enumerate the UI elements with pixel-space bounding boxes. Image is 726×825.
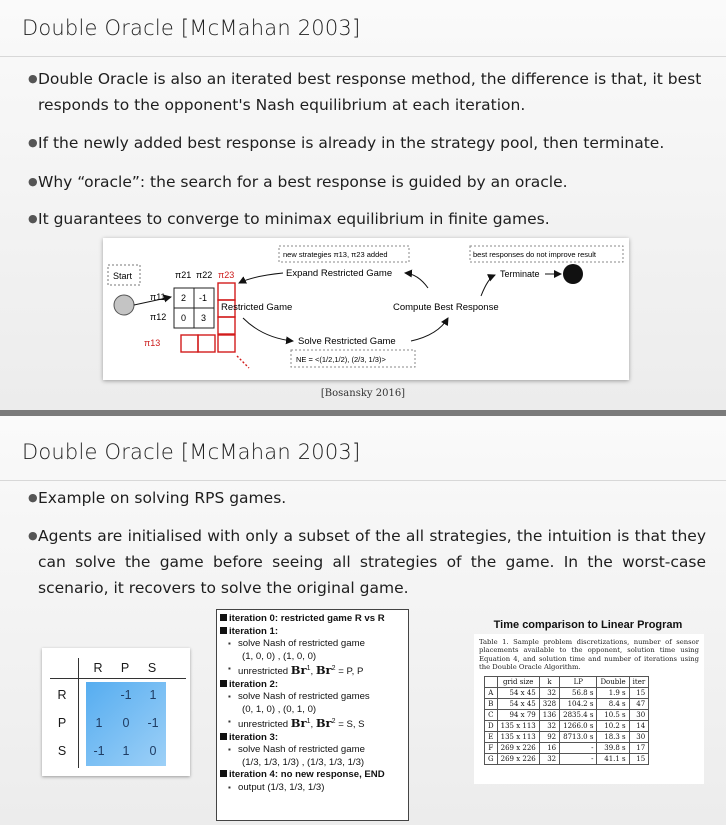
superscript: 1	[306, 718, 311, 726]
table-cell: 41.1 s	[597, 753, 629, 764]
note-noimprove: best responses do not improve result	[473, 250, 596, 259]
table-cell: D	[485, 720, 498, 731]
unrestricted-label: unrestricted	[238, 666, 289, 678]
table-cell: 269 x 226	[497, 753, 539, 764]
bullet-item	[28, 130, 706, 156]
row-header: R	[57, 688, 67, 702]
table-cell: 39.8 s	[597, 742, 629, 753]
superscript: 2	[331, 718, 336, 726]
new-strategy-cell	[218, 317, 235, 334]
table-cell: 2835.4 s	[560, 709, 597, 720]
table-cell: 1.9 s	[597, 687, 629, 698]
bullet-item	[28, 66, 706, 118]
bullet-item	[28, 485, 706, 511]
terminate-label: Terminate	[500, 269, 540, 279]
table-cell: 92	[539, 731, 559, 742]
bullet-text: Double Oracle is also an iterated best response method, the difference is that, it best responds to the opponent's Nash equilibrium at each iteration.	[38, 70, 702, 114]
table-cell: A	[485, 687, 498, 698]
best-response-symbol: Br	[315, 716, 332, 731]
table-row	[485, 698, 649, 709]
matrix-divider	[50, 678, 186, 679]
table-cell: 328	[539, 698, 559, 709]
iteration-trace-box	[216, 609, 409, 821]
matrix-value: 0	[181, 313, 187, 323]
iteration-step: ▪ output (1/3, 1/3, 1/3)	[220, 782, 405, 795]
table-cell: 8.4 s	[597, 698, 629, 709]
expand-arrow	[239, 273, 283, 283]
bullet-icon: ●	[28, 212, 38, 225]
new-strategy-cell	[181, 335, 198, 352]
col-header: R	[93, 661, 103, 675]
table-cell: 54 x 45	[497, 698, 539, 709]
rps-payoff-matrix	[42, 648, 190, 776]
best-response-symbol: Br	[290, 663, 307, 678]
best-response-symbol: Br	[315, 663, 332, 678]
superscript: 1	[306, 665, 311, 672]
compute-label: Compute Best Response	[393, 302, 499, 313]
table-header: iter	[629, 676, 649, 687]
matrix-cell: 0	[149, 744, 157, 758]
matrix-value: -1	[199, 293, 208, 303]
row-header: π12	[150, 312, 167, 322]
table-header: Double	[597, 676, 629, 687]
double-oracle-diagram	[103, 238, 629, 380]
superscript: 2	[331, 665, 336, 672]
table-cell: 18.3 s	[597, 731, 629, 742]
slide-1	[0, 0, 726, 410]
matrix-cell: -1	[93, 744, 105, 758]
time-comparison-table	[484, 676, 649, 765]
new-strategy-cell	[198, 335, 215, 352]
table-header: LP	[560, 676, 597, 687]
new-row-header: π13	[144, 338, 161, 348]
table-cell: 15	[629, 753, 649, 764]
table-header: grid size	[497, 676, 539, 687]
iteration-heading: iteration 4: no new response, END	[220, 769, 405, 782]
table-cell: F	[485, 742, 498, 753]
matrix-value: 3	[201, 313, 207, 323]
bullet-text: If the newly added best response is already in the strategy pool, then terminate.	[38, 134, 665, 152]
table-cell: 15	[629, 687, 649, 698]
table-row	[485, 731, 649, 742]
iteration-step: ▪ unrestricted Br$^1$, Br$^2$ = S, S	[220, 716, 405, 732]
table-cell: 14	[629, 720, 649, 731]
expand-label: Expand Restricted Game	[286, 268, 393, 279]
bullet-icon: ●	[28, 175, 38, 188]
matrix-cell: -1	[147, 716, 159, 730]
table-cell: 56.8 s	[560, 687, 597, 698]
bullet-icon: ●	[28, 491, 38, 504]
new-col-header: π23	[218, 270, 235, 280]
bullet-item	[28, 523, 706, 601]
table-cell: E	[485, 731, 498, 742]
iteration-step: ▪ solve Nash of restricted games	[220, 691, 405, 704]
matrix-cell: 0	[122, 716, 130, 730]
time-comparison-title: Time comparison to Linear Program	[493, 619, 683, 631]
new-strategy-cell	[218, 335, 235, 352]
table-cell: 1266.0 s	[560, 720, 597, 731]
row-header: P	[57, 716, 67, 730]
table-cell: 135 x 113	[497, 731, 539, 742]
table-header	[485, 676, 498, 687]
note-added: new strategies π13, π23 added	[283, 250, 388, 259]
table-cell: 10.2 s	[597, 720, 629, 731]
bullet-icon: ●	[28, 136, 38, 149]
iteration-value: (1, 0, 0) , (1, 0, 0)	[242, 650, 317, 662]
col-header: P	[120, 661, 130, 675]
best-response-result: = S, S	[338, 719, 365, 731]
table-row	[485, 709, 649, 720]
bullet-text: Example on solving RPS games.	[38, 489, 287, 507]
table-cell: 32	[539, 687, 559, 698]
row-header: π11	[150, 292, 166, 302]
table-cell: 17	[629, 742, 649, 753]
iteration-heading: iteration 0: restricted game R vs R	[220, 613, 405, 626]
table-cell: 269 x 226	[497, 742, 539, 753]
table-cell: 32	[539, 720, 559, 731]
unrestricted-label: unrestricted	[238, 719, 289, 731]
iteration-step: ▪ unrestricted Br$^1$, Br$^2$ = P, P	[220, 663, 405, 679]
table-row	[485, 753, 649, 764]
best-response-result: = P, P	[338, 666, 364, 678]
solve-arrow	[411, 318, 448, 341]
solve-label: Solve Restricted Game	[298, 336, 396, 347]
table-cell: B	[485, 698, 498, 709]
title-divider	[0, 56, 726, 57]
table-cell: 16	[539, 742, 559, 753]
expand-arrow	[405, 273, 428, 288]
table-cell: C	[485, 709, 498, 720]
iteration-step: ▪ solve Nash of restricted game	[220, 744, 405, 757]
col-header: π21	[175, 270, 192, 280]
bullet-item	[28, 206, 706, 232]
time-comparison-panel	[474, 634, 704, 784]
table-cell: 8713.0 s	[560, 731, 597, 742]
table-header: k	[539, 676, 559, 687]
matrix-divider	[78, 658, 79, 768]
matrix-cell: 1	[95, 716, 103, 730]
bullet-item	[28, 169, 706, 195]
note-ne: NE = <(1/2,1/2), (2/3, 1/3)>	[296, 355, 386, 364]
title-divider	[0, 480, 726, 481]
matrix-cell: 1	[149, 688, 157, 702]
new-strategy-cell	[218, 283, 235, 300]
matrix-value: 2	[181, 293, 187, 303]
table-row	[485, 720, 649, 731]
table-cell: 30	[629, 709, 649, 720]
slide-2	[0, 416, 726, 825]
table-description: Table 1. Sample problem discretizations, number of sensor placements available to the opponent, solution time using Equation 4, and solution time and number of iterations using the Double Oracle Algorithm.	[479, 638, 699, 672]
table-cell: 104.2 s	[560, 698, 597, 709]
table-cell: 94 x 79	[497, 709, 539, 720]
bullet-text: Why “oracle”: the search for a best response is guided by an oracle.	[38, 173, 568, 191]
continuation-dots	[237, 356, 249, 368]
bullet-icon: ●	[28, 529, 38, 542]
col-header: π22	[196, 270, 213, 280]
iteration-heading: iteration 2:	[220, 679, 405, 692]
terminate-arrow	[481, 275, 495, 296]
col-header: S	[147, 661, 157, 675]
table-cell: 10.5 s	[597, 709, 629, 720]
slide-title: Double Oracle [McMahan 2003]	[22, 16, 361, 40]
table-row	[485, 742, 649, 753]
end-node	[563, 264, 583, 284]
bullet-text: It guarantees to converge to minimax equilibrium in finite games.	[38, 210, 550, 228]
matrix-cell: -1	[120, 688, 132, 702]
best-response-symbol: Br	[290, 716, 307, 731]
table-cell: -	[560, 753, 597, 764]
slide-title: Double Oracle [McMahan 2003]	[22, 440, 361, 464]
iteration-value: (1/3, 1/3, 1/3) , (1/3, 1/3, 1/3)	[242, 756, 365, 768]
iteration-heading: iteration 1:	[220, 626, 405, 639]
row-header: S	[57, 744, 67, 758]
table-cell: 135 x 113	[497, 720, 539, 731]
table-cell: 136	[539, 709, 559, 720]
table-row	[485, 687, 649, 698]
figure-caption: [Bosansky 2016]	[320, 388, 406, 399]
table-header-row	[485, 676, 649, 687]
table-cell: 54 x 45	[497, 687, 539, 698]
bullet-text: Agents are initialised with only a subset of the all strategies, the intuition is that they can solve the game before seeing all strategies of the game. In the worst-case scenario, it recovers to solve the original game.	[38, 527, 706, 597]
iteration-heading: iteration 3:	[220, 732, 405, 745]
start-node	[114, 295, 134, 315]
start-label: Start	[113, 271, 133, 281]
bullet-icon: ●	[28, 72, 38, 85]
table-cell: -	[560, 742, 597, 753]
table-cell: G	[485, 753, 498, 764]
table-cell: 47	[629, 698, 649, 709]
restricted-game-label: Restricted Game	[221, 302, 293, 313]
matrix-cell: 1	[122, 744, 130, 758]
solve-arrow	[243, 318, 293, 341]
table-cell: 32	[539, 753, 559, 764]
iteration-value: (0, 1, 0) , (0, 1, 0)	[242, 703, 317, 715]
iteration-step: ▪ solve Nash of restricted game	[220, 638, 405, 651]
table-cell: 30	[629, 731, 649, 742]
diagram-canvas	[103, 238, 629, 380]
